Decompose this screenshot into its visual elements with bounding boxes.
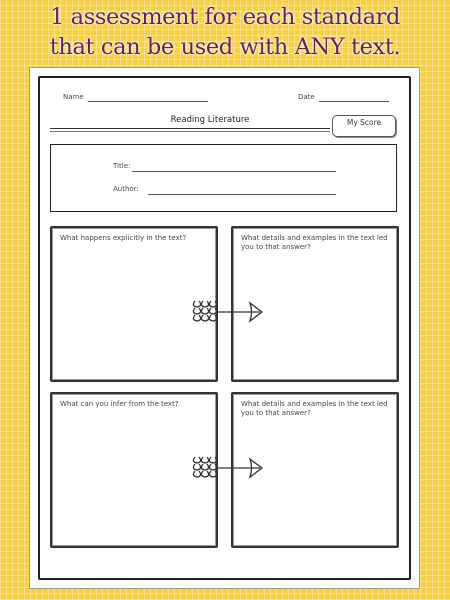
author-field-label: Author: (113, 185, 139, 193)
date-label: Date (298, 93, 315, 101)
title-field-label: Title: (113, 162, 131, 170)
question-text: What details and examples in the text led you to that answer? (241, 400, 388, 417)
worksheet-title: Reading Literature (170, 115, 250, 125)
question-text: What happens explicitly in the text? (60, 234, 187, 242)
spring-arrow-icon (190, 453, 270, 483)
author-field-line (148, 194, 336, 195)
headline-line-1: 1 assessment for each standard (50, 4, 400, 30)
title-author-box (50, 144, 397, 212)
question-text: What details and examples in the text led you to that answer? (241, 234, 388, 251)
worksheet-page (30, 68, 419, 588)
score-box (332, 115, 396, 137)
title-rule (50, 128, 330, 129)
question-text: What can you infer from the text? (60, 400, 179, 408)
date-line (319, 101, 389, 102)
headline (0, 2, 450, 62)
score-label: My Score (346, 118, 382, 127)
name-label: Name (63, 93, 84, 101)
title-field-line (132, 171, 336, 172)
name-line (88, 101, 208, 102)
title-rule-thin (50, 131, 330, 132)
headline-line-2: that can be used with ANY text. (49, 34, 401, 60)
spring-arrow-icon (190, 297, 270, 327)
